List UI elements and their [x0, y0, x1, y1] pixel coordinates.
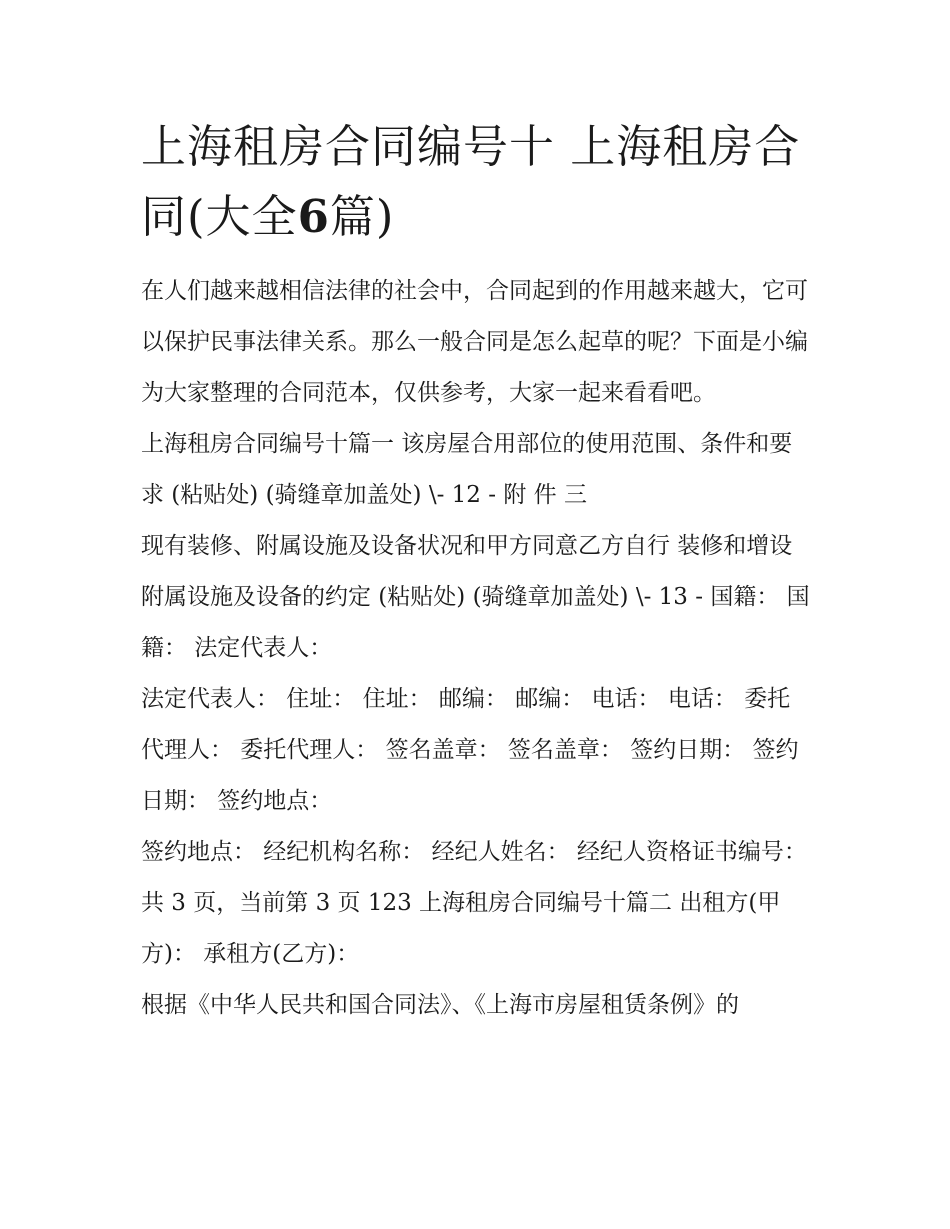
paragraph-intro: 在人们越来越相信法律的社会中，合同起到的作用越来越大，它可以保护民事法律关系。那么一般合同是怎么起草的呢？下面是小编为大家整理的合同范本，仅供参考，大家一起来看看吧。 — [141, 278, 808, 406]
paragraph-agency: 签约地点： 经纪机构名称： 经纪人姓名： 经纪人资格证书编号： 共 3 页，当前第 3 页 123 上海租房合同编号十篇二 出租方(甲方)： 承租方(乙方)： — [141, 839, 807, 967]
paragraph-signatories: 法定代表人： 住址： 住址： 邮编： 邮编： 电话： 电话： 委托代理人： 委托代理人： 签名盖章： 签名盖章： 签约日期： 签约日期： 签约地点： — [141, 686, 799, 814]
paragraph-fittings: 现有装修、附属设施及设备状况和甲方同意乙方自行 装修和增设附属设施及设备的约定 (粘贴处) (骑缝章加盖处) \- 13 - 国籍： 国籍： 法定代表人： — [141, 533, 810, 661]
paragraph-section-one: 上海租房合同编号十篇一 该房屋合用部位的使用范围、条件和要求 (粘贴处) (骑缝章加盖处) \- 12 - 附 件 三 — [141, 431, 793, 508]
title-text-part1: 上海租房合同编号十 上海租房合同(大全 — [141, 120, 801, 243]
document-page — [141, 112, 813, 1031]
title-number: 6 — [297, 190, 330, 243]
document-title — [141, 112, 813, 252]
paragraph-legal-basis: 根据《中华人民共和国合同法》、《上海市房屋租赁条例》的 — [141, 992, 739, 1018]
title-text-part2: 篇) — [329, 190, 395, 243]
